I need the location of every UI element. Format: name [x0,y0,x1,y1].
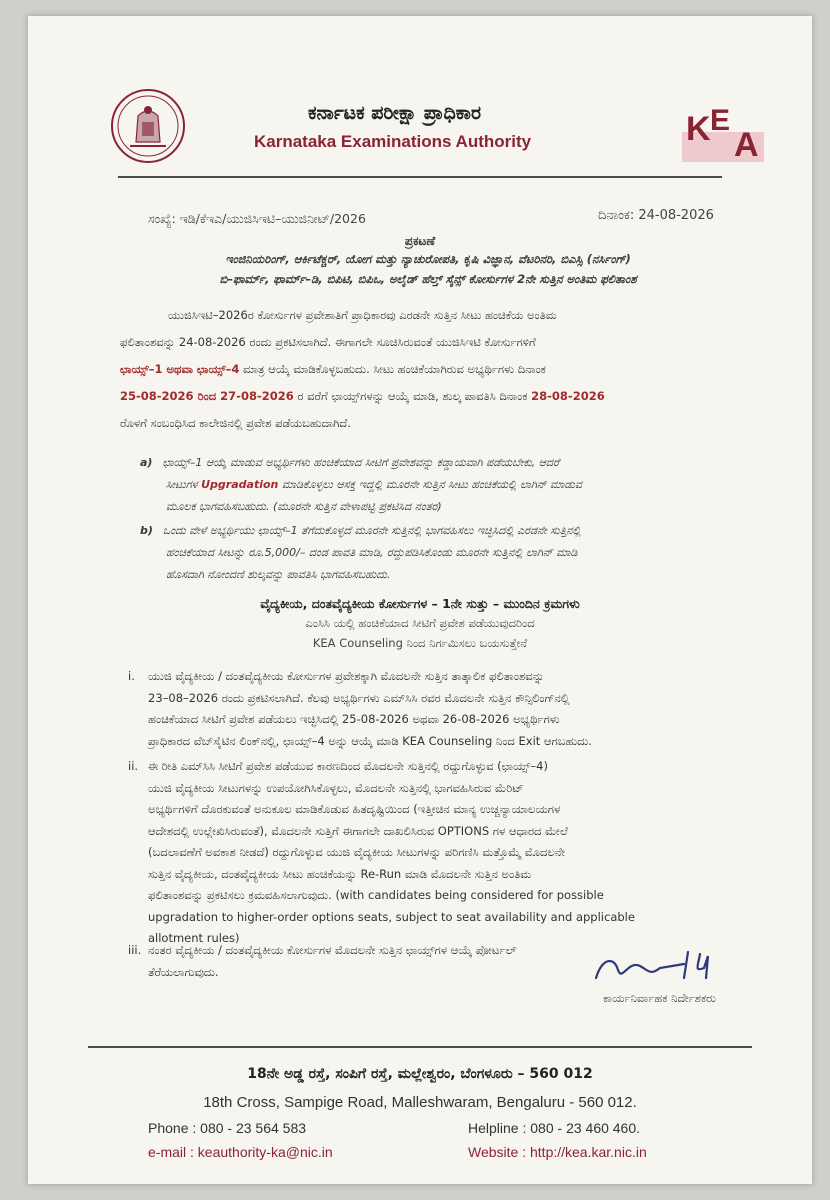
svg-text:A: A [734,126,759,164]
email-link[interactable]: keauthority-ka@nic.in [197,1144,333,1160]
medical-step-line: ನಂತರ ವೈದ್ಯಕೀಯ / ದಂತವೈದ್ಯಕೀಯ ಕೋರ್ಸುಗಳ ಮೊದಲನೇ ಸುತ್ತಿನ ಛಾಯ್ಸ್‌ಗಳ ಆಯ್ಕೆ ಪೋರ್ಟಲ್ [148,943,517,957]
footer-phone: Phone : 080 - 23 564 583 [148,1120,307,1136]
footer-divider [88,1046,752,1048]
document-page [28,16,812,1184]
choice-text: ಛಾಯ್ಸ್–1 ಅಥವಾ ಛಾಯ್ಸ್–4 [120,362,240,376]
intro-line-3: ಛಾಯ್ಸ್–1 ಅಥವಾ ಛಾಯ್ಸ್–4 ಮಾತ್ರ ಆಯ್ಕೆ ಮಾಡಿಕೊಳ್ಳಬಹುದು. ಸೀಟು ಹಂಚಿಕೆಯಾಗಿರುವ ಅಭ್ಯರ್ಥಿಗಳು ದಿನಾಂಕ [120,362,546,376]
website-link[interactable]: http://kea.kar.nic.in [530,1144,647,1160]
authority-name-kannada: ಕರ್ನಾಟಕ ಪರೀಕ್ಷಾ ಪ್ರಾಧಿಕಾರ [308,102,482,124]
choice-date-range: 25-08-2026 ರಿಂದ 27-08-2026 [120,389,294,403]
medical-step-line: ಯುಜಿ ವೈದ್ಯಕೀಯ / ದಂತವೈದ್ಯಕೀಯ ಕೋರ್ಸುಗಳ ಪ್ರವೇಶಕ್ಕಾಗಿ ಮೊದಲನೇ ಸುತ್ತಿನ ತಾತ್ಕಾಲಿಕ ಫಲಿತಾಂಶವನ್ನು [148,669,545,683]
header-divider [118,176,722,178]
point-b-line-3: ಹೊಸದಾಗಿ ನೋಂದಣಿ ಶುಲ್ಕವನ್ನು ಪಾವತಿಸಿ ಭಾಗವಹಿಸಬಹುದು. [166,568,391,581]
intro-line-1: ಯುಜಿಸಿಇಟಿ–2026ರ ಕೋರ್ಸುಗಳ ಪ್ರವೇಶಾತಿಗೆ ಪ್ರಾಧಿಕಾರವು ಎರಡನೇ ಸುತ್ತಿನ ಸೀಟು ಹಂಚಿಕೆಯ ಅಂತಿಮ [168,308,557,322]
point-a-line-2: ಸೀಟುಗಳ Upgradation ಮಾಡಿಕೊಳ್ಳಲು ಆಸಕ್ತ ಇದ್ದಲ್ಲಿ ಮೂರನೇ ಸುತ್ತಿನ ಸೀಟು ಹಂಚಿಕೆಯಲ್ಲಿ ಲಾಗಿನ್ ಮಾಡುವ [166,478,582,491]
medical-step-line: (ಬದಲಾವಣೆಗೆ ಅವಕಾಶ ನೀಡದೆ) ರದ್ದುಗೊಳ್ಳುವ ಯುಜಿ ವೈದ್ಯಕೀಯ ಸೀಟುಗಳನ್ನು ಪರಿಗಣಿಸಿ ಮತ್ತೊಮ್ಮೆ ಮೊದಲನೇ [148,845,566,859]
footer-address-kannada: 18ನೇ ಅಡ್ಡ ರಸ್ತೆ, ಸಂಪಿಗೆ ರಸ್ತೆ, ಮಲ್ಲೇಶ್ವರಂ, ಬೆಂಗಳೂರು – 560 012 [247,1066,593,1082]
intro-line-4: 25-08-2026 ರಿಂದ 27-08-2026 ರ ವರೆಗೆ ಛಾಯ್ಸ್‌ಗಳನ್ನು ಆಯ್ಕೆ ಮಾಡಿ, ಶುಲ್ಕ ಪಾವತಿಸಿ ದಿನಾಂಕ 28-08-2026 [120,389,605,403]
medical-step-line: ಈ ರೀತಿ ಎಮ್‌ಸಿಸಿ ಸೀಟಿಗೆ ಪ್ರವೇಶ ಪಡೆಯುವ ಕಾರಣದಿಂದ ಮೊದಲನೇ ಸುತ್ತಿನಲ್ಲಿ ರದ್ದುಗೊಳ್ಳುವ (ಛಾಯ್ಸ್–4) [148,759,548,773]
admission-deadline: 28-08-2026 [531,389,605,403]
intro-line-2: ಫಲಿತಾಂಶವನ್ನು 24-08-2026 ರಂದು ಪ್ರಕಟಿಸಲಾಗಿದೆ. ಈಗಾಗಲೇ ಸೂಚಿಸಿರುವಂತೆ ಯುಜಿಸಿಇಟಿ ಕೋರ್ಸುಗಳಿಗೆ [120,335,536,349]
medical-subheading-1: ಎಂಸಿಸಿ ಯಲ್ಲಿ ಹಂಚಿಕೆಯಾದ ಸೀಟಿಗೆ ಪ್ರವೇಶ ಪಡೆಯುವುದರಿಂದ [305,616,535,630]
authority-name-english: Karnataka Examinations Authority [254,132,532,151]
medical-step-line: ಆದೇಶದಲ್ಲಿ ಉಲ್ಲೇಖಿಸಿರುವಂತೆ), ಮೊದಲನೇ ಸುತ್ತಿಗೆ ಈಗಾಗಲೇ ದಾಖಲಿಸಿರುವ OPTIONS ಗಳ ಆಧಾರದ ಮೇಲೆ [148,823,568,838]
medical-step-label: ii. [128,759,139,773]
medical-step-line: allotment rules) [148,931,240,945]
footer-website[interactable]: Website : http://kea.kar.nic.in [468,1144,647,1160]
medical-step-line: ಪ್ರಾಧಿಕಾರದ ವೆಬ್‌ಸೈಟಿನ ಲಿಂಕ್‌ನಲ್ಲಿ, ಛಾಯ್ಸ್–4 ಅನ್ನು ಆಯ್ಕೆ ಮಾಡಿ KEA Counseling ನಿಂದ Exit ಆಗಬಹುದು. [148,733,592,748]
svg-text:K: K [686,110,711,148]
notice-date: ದಿನಾಂಕ: 24-08-2026 [598,208,714,223]
medical-step-line: ಅಭ್ಯರ್ಥಿಗಳಿಗೆ ದೊರಕುವಂತೆ ಅನುಕೂಲ ಮಾಡಿಕೊಡುವ ಹಿತದೃಷ್ಟಿಯಿಂದ (ಇತ್ತೀಚಿನ ಮಾನ್ಯ ಉಚ್ಚನ್ಯಾಯಾಲಯಗಳ [148,802,561,816]
medical-step-line: 23–08–2026 ರಂದು ಪ್ರಕಟಿಸಲಾಗಿದೆ. ಕೆಲವು ಅಭ್ಯರ್ಥಿಗಳು ಎಮ್‌ಸಿಸಿ ರವರ ಮೊದಲನೇ ಸುತ್ತಿನ ಕೌನ್ಸಿಲಿಂಗ್‌ನಲ್ಲಿ [148,690,570,705]
medical-step-line: ಸುತ್ತಿನ ವೈದ್ಯಕೀಯ, ದಂತವೈದ್ಯಕೀಯ ಸೀಟು ಹಂಚಿಕೆಯನ್ನು Re-Run ಮಾಡಿ ಮೊದಲನೇ ಸುತ್ತಿನ ಅಂತಿಮ [148,866,532,881]
karnataka-emblem-icon [108,86,188,166]
point-b-line-1: b) ಒಂದು ವೇಳೆ ಅಭ್ಯರ್ಥಿಯು ಛಾಯ್ಸ್–1 ತೆಗೆದುಕೊಳ್ಳದೆ ಮೂರನೇ ಸುತ್ತಿನಲ್ಲಿ ಭಾಗವಹಿಸಲು ಇಚ್ಛಿಸಿದಲ್ಲಿ ಎರಡನೇ ಸುತ್ತಿನಲ್ಲಿ [140,524,581,537]
medical-step-line: upgradation to higher-order options seats, subject to seat availability and applicable [148,909,635,924]
subject-line-2: ಬಿ–ಫಾರ್ಮ್, ಫಾರ್ಮ್–ಡಿ, ಬಿಪಿಟಿ, ಬಿಪಿಒ, ಅಲೈಡ್ ಹೆಲ್ತ್ ಸೈನ್ಸ್ ಕೋರ್ಸುಗಳ 2ನೇ ಸುತ್ತಿನ ಅಂತಿಮ ಫಲಿತಾಂಶ [219,272,637,286]
subject-line-1: ಇಂಜಿನಿಯರಿಂಗ್, ಆರ್ಕಿಟೆಕ್ಚರ್, ಯೋಗ ಮತ್ತು ನ್ಯಾಚುರೋಪತಿ, ಕೃಷಿ ವಿಜ್ಞಾನ, ವೆಟರಿನರಿ, ಬಿಎಸ್ಸಿ (ನರ್ಸಿಂಗ್) [225,252,631,266]
medical-step-line: ತೆರೆಯಲಾಗುವುದು. [148,964,219,979]
point-b-line-2: ಹಂಚಿಕೆಯಾದ ಸೀಟನ್ನು ರೂ.5,000/– ದಂಡ ಪಾವತಿ ಮಾಡಿ, ರದ್ದುಪಡಿಸಿಕೊಂಡು ಮೂರನೇ ಸುತ್ತಿನಲ್ಲಿ ಲಾಗಿನ್ ಮಾಡಿ [166,546,578,559]
medical-subheading-2: KEA Counseling ನಿಂದ ನಿರ್ಗಮಿಸಲು ಬಯಸುತ್ತೇನೆ [312,636,528,650]
upgradation-text: Upgradation [201,478,279,491]
signatory-title: ಕಾರ್ಯನಿರ್ವಾಹಕ ನಿರ್ದೇಶಕರು [603,991,716,1005]
kea-logo [680,94,766,164]
medical-section-heading: ವೈದ್ಯಕೀಯ, ದಂತವೈದ್ಯಕೀಯ ಕೋರ್ಸುಗಳ – 1ನೇ ಸುತ್ತು – ಮುಂದಿನ ಕ್ರಮಗಳು [260,596,580,611]
medical-step-label: iii. [128,943,142,957]
notice-title: ಪ್ರಕಟಣೆ [404,234,436,248]
reference-number: ಸಂಖ್ಯೆ: ಇಡಿ/ಕೆಇಎ/ಯುಜಿಸಿಇಟಿ–ಯುಜಿನೀಟ್/2026 [148,211,366,226]
point-a-line-1: a) ಛಾಯ್ಸ್–1 ಆಯ್ಕೆ ಮಾಡುವ ಅಭ್ಯರ್ಥಿಗಳು ಹಂಚಿಕೆಯಾದ ಸೀಟಿಗೆ ಪ್ರವೇಶವನ್ನು ಕಡ್ಡಾಯವಾಗಿ ಪಡೆಯಬೇಕು, ಆದರೆ [140,456,560,469]
medical-step-line: ಯುಜಿ ವೈದ್ಯಕೀಯ ಸೀಟುಗಳನ್ನು ಉಪಯೋಗಿಸಿಕೊಳ್ಳಲು, ಮೊದಲನೇ ಸುತ್ತಿನಲ್ಲಿ ಭಾಗವಹಿಸಿರುವ ಮೆರಿಟ್ [148,780,524,795]
footer-address-english: 18th Cross, Sampige Road, Malleshwaram, Bengaluru - 560 012. [203,1094,637,1111]
footer-helpline: Helpline : 080 - 23 460 460. [468,1120,641,1136]
svg-text:E: E [710,104,731,137]
intro-line-5: ರೊಳಗೆ ಸಂಬಂಧಿಸಿದ ಕಾಲೇಜಿನಲ್ಲಿ ಪ್ರವೇಶ ಪಡೆಯಬಹುದಾಗಿದೆ. [120,416,351,430]
footer-email[interactable]: e-mail : keauthority-ka@nic.in [148,1144,333,1160]
medical-step-line: ಫಲಿತಾಂಶವನ್ನು ಪ್ರಕಟಿಸಲು ಕ್ರಮವಹಿಸಲಾಗುವುದು. (with candidates being considered for possible [148,888,604,902]
medical-step-label: i. [128,669,135,683]
point-a-line-3: ಮೂಲಕ ಭಾಗವಹಿಸಬಹುದು. (ಮೂರನೇ ಸುತ್ತಿನ ವೇಳಾಪಟ್ಟಿ ಪ್ರಕಟಿಸಿದ ನಂತರ) [166,500,442,513]
signature [588,948,738,988]
medical-step-line: ಹಂಚಿಕೆಯಾದ ಸೀಟಿಗೆ ಪ್ರವೇಶ ಪಡೆಯಲು ಇಚ್ಛಿಸಿದಲ್ಲಿ 25-08-2026 ಅಥವಾ 26-08-2026 ಅಭ್ಯರ್ಥಿಗಳು [148,712,560,726]
